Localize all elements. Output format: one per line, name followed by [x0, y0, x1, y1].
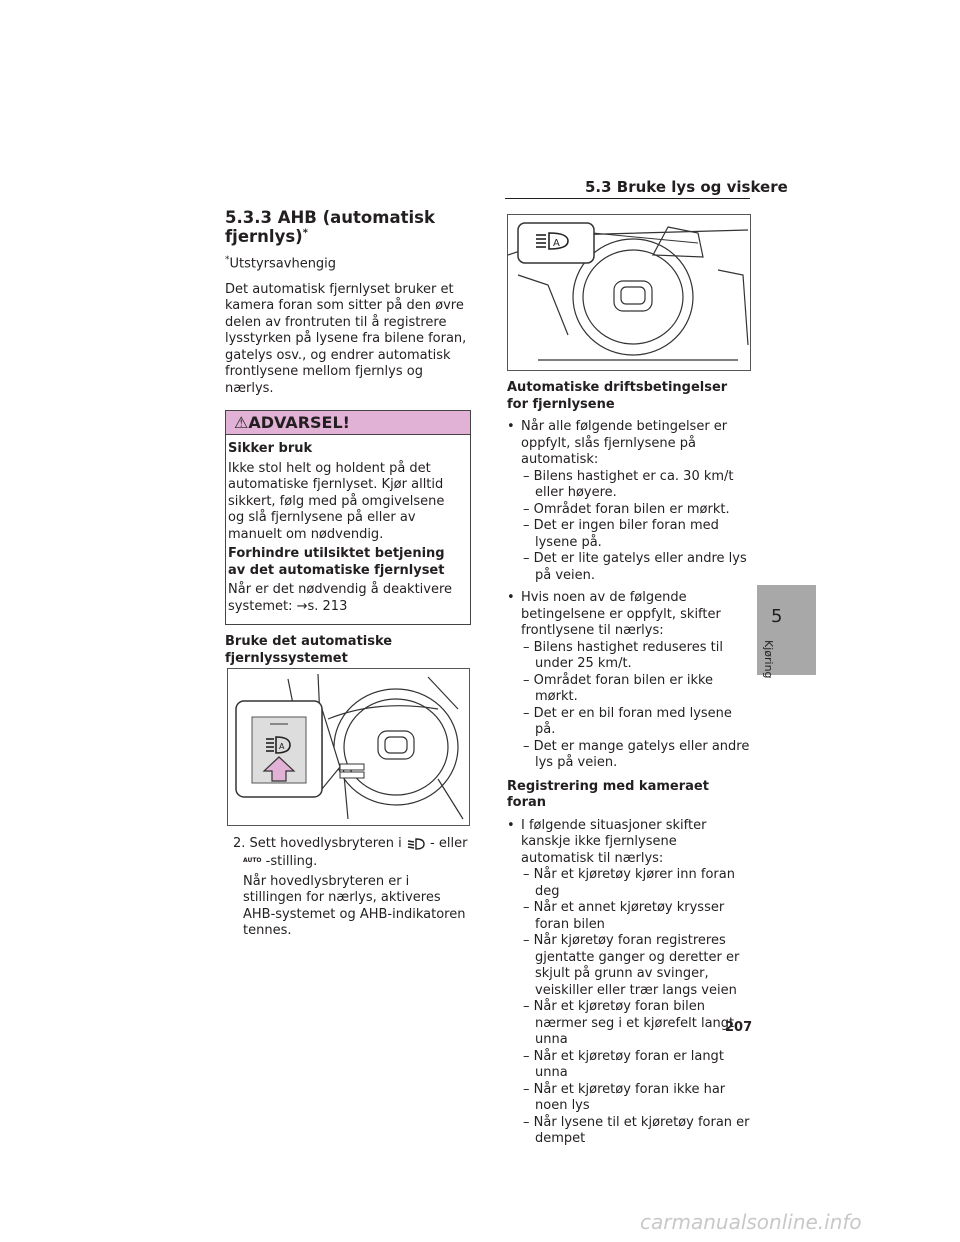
- camera-heading: Registrering med kameraet foran: [507, 778, 709, 810]
- conditions-heading: Automatiske driftsbetingelser for fjernlysene: [507, 380, 728, 412]
- switch-illustration: [227, 668, 470, 826]
- step-2-auto: AUTO -stilling.: [243, 853, 318, 869]
- list-item: – Når et annet kjøretøy krysser foran bilen: [523, 900, 725, 932]
- section-title: 5.3.3 AHB (automatisk fjernlys)*: [225, 208, 435, 246]
- list-item: – Det er en bil foran med lysene på.: [523, 705, 732, 737]
- svg-text:A: A: [279, 742, 285, 751]
- footnote: *Utstyrsavhengig: [225, 255, 337, 272]
- list-item: – Bilens hastighet reduseres til under 25 km/t.: [523, 639, 723, 671]
- header-divider: [505, 198, 750, 199]
- list-item: • Når alle følgende betingelser er oppfylt, slås fjernlysene på automatisk:: [507, 419, 728, 467]
- list-item: – Området foran bilen er ikke mørkt.: [523, 672, 714, 704]
- left-column: [225, 208, 471, 704]
- warning-text-safe-use: Ikke stol helt og holdent på det automatiske fjernlyset. Kjør alltid sikkert, følg med på omgivelsene og slå fjernlysene på eller av manuelt om nødvendig.: [228, 460, 445, 542]
- list-item: – Det er lite gatelys eller andre lys på veien.: [523, 551, 747, 583]
- list-item: • I følgende situasjoner skifter kanskje ikke fjernlysene automatisk til nærlys:: [507, 817, 707, 866]
- list-item: – Området foran bilen er mørkt.: [523, 501, 730, 517]
- warning-heading-safe-use: Sikker bruk: [228, 441, 313, 457]
- warning-icon: ⚠: [234, 413, 249, 433]
- watermark: carmanualsonline.info: [640, 1210, 862, 1234]
- list-item: • Hvis noen av de følgende betingelsene er oppfylt, skifter frontlysene til nærlys:: [507, 590, 721, 638]
- auto-icon: AUTO: [243, 856, 262, 864]
- step-2-note: Når hovedlysbryteren er i stillingen for nærlys, aktiveres AHB-systemet og AHB-indikatoren tennes.: [243, 873, 466, 939]
- page-number: 207: [725, 1020, 753, 1035]
- warning-text-prevent: Når er det nødvendig å deaktivere systemet: →s. 213: [228, 582, 453, 614]
- chapter-number: 5: [771, 606, 783, 627]
- low-beam-icon: [406, 837, 426, 851]
- intro-paragraph: Det automatisk fjernlyset bruker et kamera foran som sitter på den øvre delen av frontruten til å registrere lysstyrken på lysene fra bilene foran, gatelys osv., og endrer automatisk frontlysene mellom fjernlys og nærlys.: [225, 281, 467, 396]
- warning-header: ⚠ADVARSEL!: [226, 411, 470, 435]
- chapter-label: Kjøring: [762, 640, 775, 679]
- list-item: – Det er ingen biler foran med lysene på.: [523, 518, 719, 550]
- list-item: – Det er mange gatelys eller andre lys på veien.: [523, 738, 750, 770]
- warning-heading-prevent: Forhindre utilsiktet betjening av det automatiske fjernlyset: [228, 546, 445, 578]
- list-item: – Når et kjøretøy foran ikke har noen lys: [523, 1081, 726, 1113]
- list-item: – Når kjøretøy foran registreres gjentatte ganger og deretter er skjult på grunn av svinger, veiskiller eller trær langs veien: [523, 933, 740, 998]
- using-heading: Bruke det automatiske fjernlyssystemet: [225, 634, 393, 666]
- step-2: 2. Sett hovedlysbryteren i - eller: [233, 836, 468, 851]
- section-header: 5.3 Bruke lys og viskere: [585, 178, 788, 196]
- list-item: – Når et kjøretøy kjører inn foran deg: [523, 867, 735, 899]
- warning-box: [225, 410, 471, 625]
- list-item: – Når lysene til et kjøretøy foran er dempet: [523, 1114, 750, 1146]
- list-item: – Bilens hastighet er ca. 30 km/t eller høyere.: [523, 468, 734, 500]
- list-item: – Når et kjøretøy foran er langt unna: [523, 1048, 724, 1080]
- list-item: – Når et kjøretøy foran bilen nærmer seg i et kjørefelt langt unna: [523, 999, 735, 1047]
- right-column: [507, 380, 752, 1148]
- svg-text:A: A: [553, 238, 560, 249]
- dashboard-illustration: [507, 214, 751, 371]
